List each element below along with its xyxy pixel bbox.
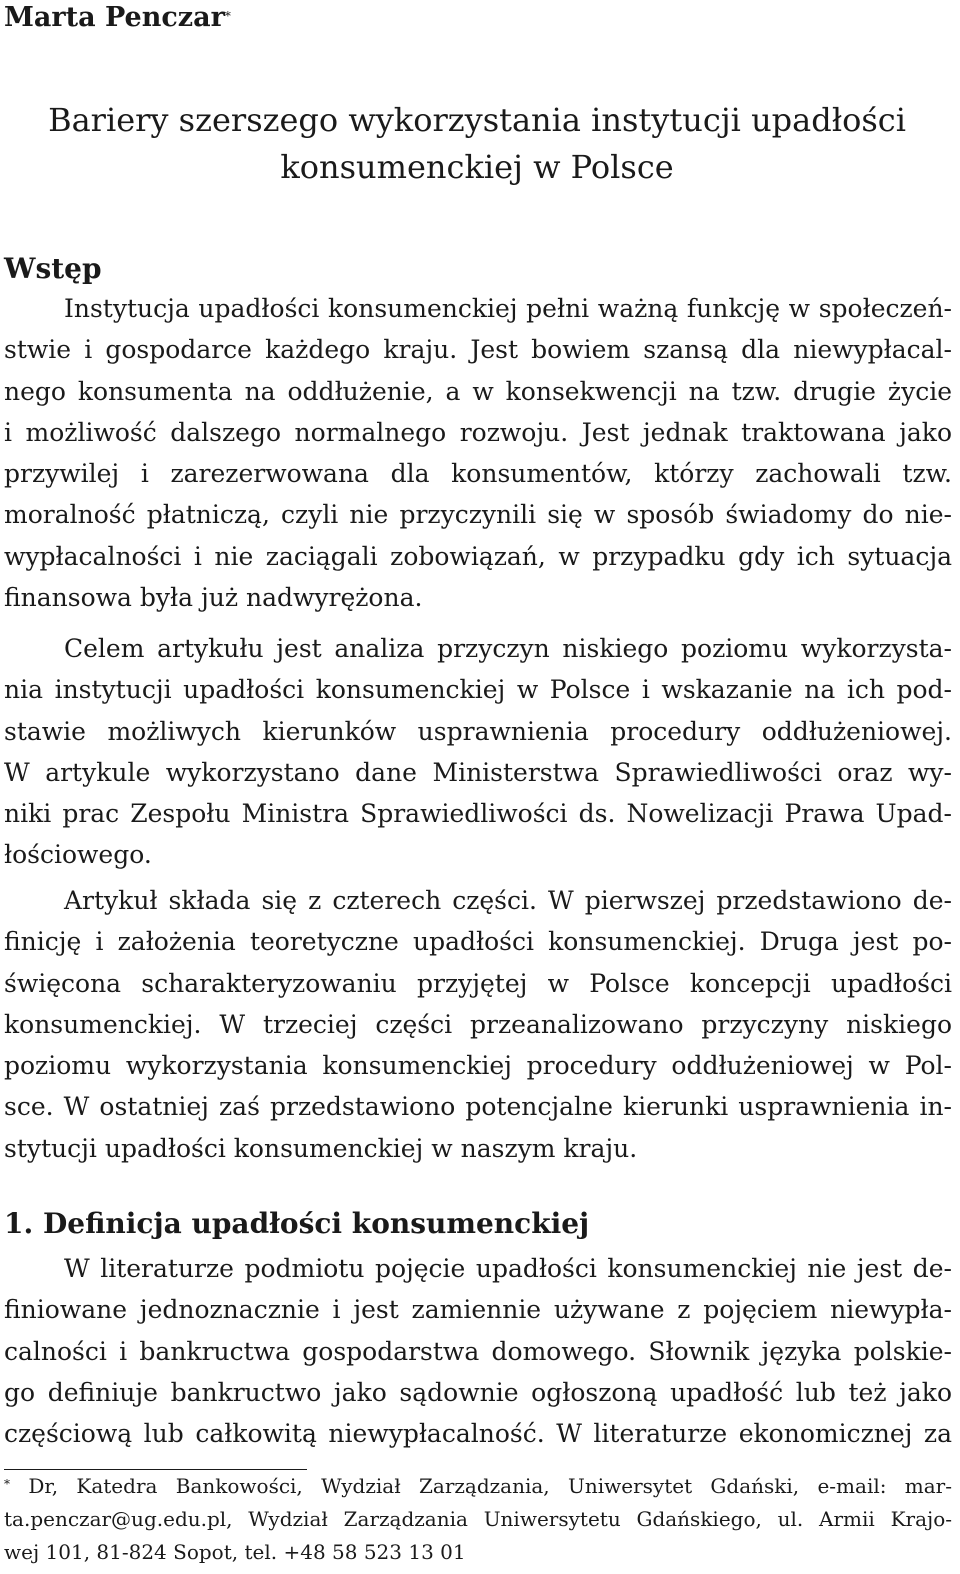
text-line: go definiuje bankructwo jako sądownie ogłoszoną upadłość lub też jako [4,1377,952,1407]
paragraph-definition-1 [4,1248,952,1454]
text-line: stytucji upadłości konsumenckiej w naszym kraju. [4,1133,638,1163]
section-heading-wstep: Wstęp [4,252,102,285]
text-line: Celem artykułu jest analiza przyczyn niskiego poziomu wykorzysta- [64,634,952,663]
text-line: konsumenckiej. W trzeciej części przeanalizowano przyczyny niskiego [4,1009,952,1039]
text-line: stwie i gospodarce każdego kraju. Jest bowiem szansą dla niewypłacal- [4,335,952,365]
text-line: święcona scharakteryzowaniu przyjętej w Polsce koncepcji upadłości [4,968,952,998]
text-line: finansowa była już nadwyrężona. [4,583,423,613]
title-line: konsumenckiej w Polsce [280,148,674,186]
article-title [0,97,954,191]
text-line: częściową lub całkowitą niewypłacalność. W literaturze ekonomicznej za [4,1419,952,1449]
text-line: finiowane jednoznacznie i jest zamiennie używane z pojęciem niewypła- [4,1295,952,1325]
text-line: łościowego. [4,840,152,870]
author-name [4,0,231,36]
text-line: poziomu wykorzystania konsumenckiej procedury oddłużeniowej w Pol- [4,1051,952,1081]
footnote-line-text: Dr, Katedra Bankowości, Wydział Zarządzania, Uniwersytet Gdański, e-mail: mar- [28,1474,953,1498]
paragraph-intro-2 [4,628,952,876]
text-line: Instytucja upadłości konsumenckiej pełni ważną funkcję w społeczeń- [64,294,952,323]
text-line: W artykule wykorzystano dane Ministerstwa Sprawiedliwości oraz wy- [4,757,952,787]
text-line: nego konsumenta na oddłużenie, a w konsekwencji na tzw. drugie życie [4,376,952,406]
text-line: przywilej i zarezerwowana dla konsumentów, którzy zachowali tzw. [4,459,952,489]
text-line: Artykuł składa się z czterech części. W pierwszej przedstawiono de- [64,886,952,915]
text-line: finicję i założenia teoretyczne upadłości konsumenckiej. Druga jest po- [4,927,952,957]
author-footnote-marker: * [224,9,231,23]
footnote-line: wej 101, 81-824 Sopot, tel. +48 58 523 13 01 [4,1540,466,1564]
section-heading-definicja: 1. Definicja upadłości konsumenckiej [4,1207,590,1240]
footnote-line [4,1470,952,1503]
text-line: niki prac Zespołu Ministra Sprawiedliwości ds. Nowelizacji Prawa Upad- [4,799,952,829]
text-line: W literaturze podmiotu pojęcie upadłości konsumenckiej nie jest de- [64,1254,952,1283]
author-name-text: Marta Penczar [4,2,225,33]
text-line: stawie możliwych kierunków usprawnienia procedury oddłużeniowej. [4,716,952,746]
text-line: i możliwość dalszego normalnego rozwoju. Jest jednak traktowana jako [4,417,952,447]
footnote-marker: * [4,1477,10,1491]
paragraph-intro-1 [4,288,952,618]
text-line: moralność płatniczą, czyli nie przyczynili się w sposób świadomy do nie- [4,500,952,530]
title-line: Bariery szerszego wykorzystania instytucji upadłości [48,101,906,139]
text-line: sce. W ostatniej zaś przedstawiono potencjalne kierunki usprawnienia in- [4,1092,952,1122]
footnote [4,1470,952,1569]
text-line: calności i bankructwa gospodarstwa domowego. Słownik języka polskie- [4,1336,952,1366]
footnote-line: ta.penczar@ug.edu.pl, Wydział Zarządzania Uniwersytetu Gdańskiego, ul. Armii Krajo- [4,1507,952,1531]
text-line: nia instytucji upadłości konsumenckiej w Polsce i wskazanie na ich pod- [4,675,952,705]
paragraph-intro-3 [4,880,952,1169]
text-line: wypłacalności i nie zaciągali zobowiązań, w przypadku gdy ich sytuacja [4,541,952,571]
